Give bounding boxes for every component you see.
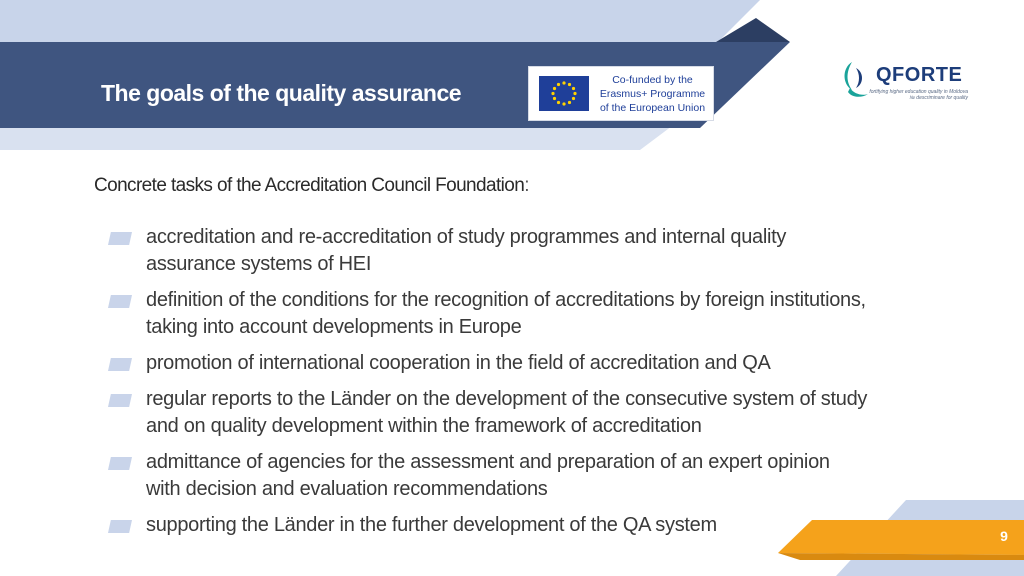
task-list — [108, 224, 868, 548]
bullet-icon — [108, 358, 132, 371]
qforte-tagline-line: fortifying higher education quality in Moldova — [869, 89, 968, 95]
content-subheading — [94, 175, 529, 197]
page-number: 9 — [1000, 528, 1008, 544]
eu-text-line: Co-funded by the — [612, 74, 693, 86]
eu-flag-icon — [539, 76, 589, 111]
bullet-icon — [108, 394, 132, 407]
bullet-icon — [108, 457, 132, 470]
list-item — [108, 512, 868, 539]
qforte-logo — [838, 58, 968, 108]
qforte-wordmark: QFORTE — [876, 64, 963, 86]
bullet-icon — [108, 520, 132, 533]
eu-text-line: of the European Union — [599, 102, 706, 114]
list-item-text: promotion of international cooperation in the field of accreditation and QA — [146, 352, 771, 374]
list-item-text: accreditation and re-accreditation of study programmes and internal quality assurance systems of HEI — [146, 226, 787, 275]
list-item — [108, 449, 868, 503]
list-item-text: admittance of agencies for the assessment and preparation of an expert opinion with decision and evaluation recommendations — [146, 451, 830, 500]
list-item — [108, 224, 868, 278]
subheading-colon: : — [524, 175, 529, 196]
bullet-icon — [108, 295, 132, 308]
list-item — [108, 287, 868, 341]
list-item-text: supporting the Länder in the further development of the QA system — [146, 514, 717, 536]
eu-cofunded-logo — [528, 66, 714, 121]
eu-text-line: Erasmus+ Programme — [599, 88, 706, 100]
list-item — [108, 386, 868, 440]
list-item-text: regular reports to the Länder on the development of the consecutive system of study and on quality development within the framework of accreditation — [146, 388, 868, 437]
list-item — [108, 350, 868, 377]
qforte-tagline — [868, 89, 968, 101]
eu-cofunded-text — [595, 73, 710, 115]
list-item-text: definition of the conditions for the recognition of accreditations by foreign institutions, taking into account developments in Europe — [146, 289, 866, 338]
subheading-text: Concrete tasks of the Accreditation Council Foundation — [94, 175, 525, 196]
qforte-tagline-line: № descriminare for quality — [909, 95, 968, 101]
bullet-icon — [108, 232, 132, 245]
slide-title: The goals of the quality assurance — [101, 80, 462, 106]
